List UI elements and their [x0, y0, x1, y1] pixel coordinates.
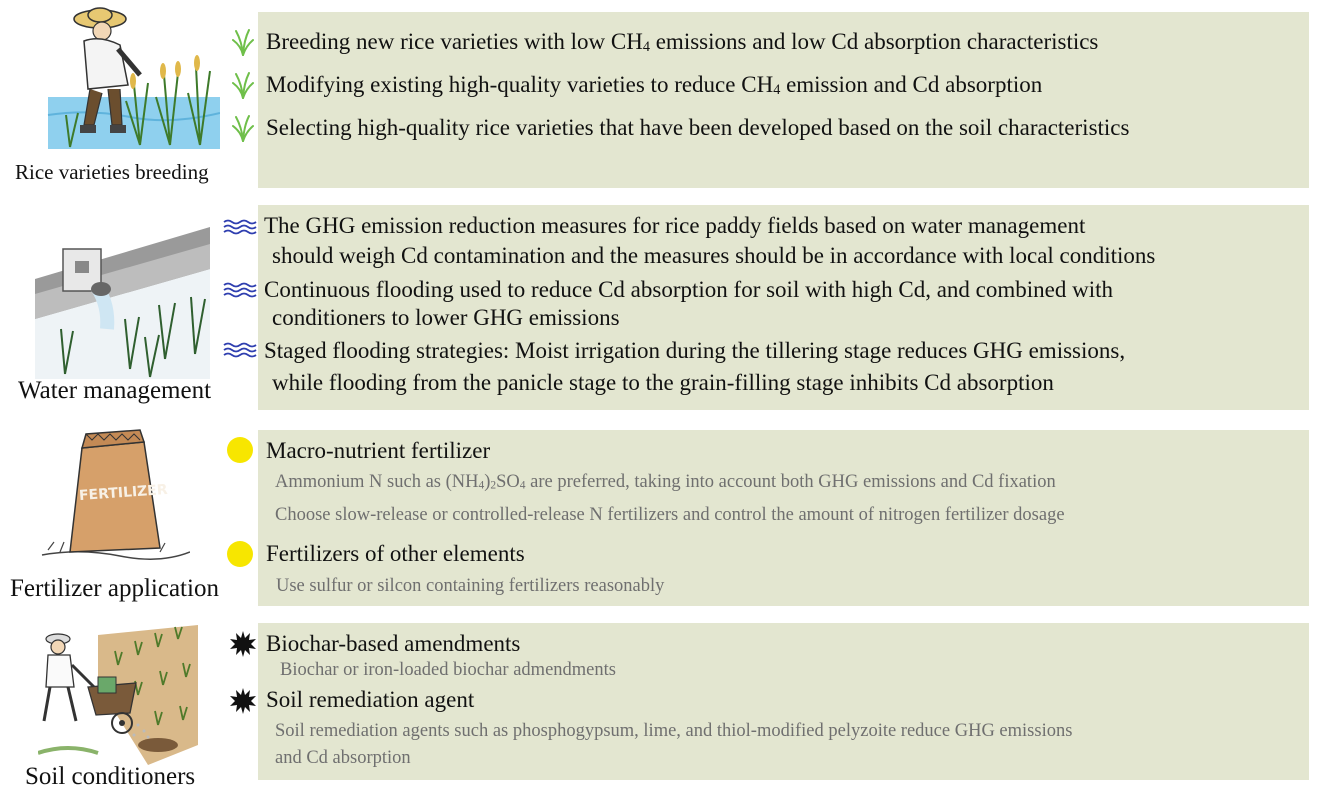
- fertilizer-detail: Choose slow-release or controlled-release N fertilizers and control the amount of nitrogen fertilizer dosage: [275, 505, 1065, 525]
- section-fertilizer-application: [0, 420, 1325, 615]
- rice-breeding-item: Modifying existing high-quality varieties to reduce $CH_4$ emission and Cd absorption: [266, 72, 1043, 99]
- fertilizer-bag-label: FERTILIZER: [78, 481, 169, 505]
- soil-group-title: Soil remediation agent: [266, 687, 475, 712]
- water-management-item-cont: should weigh Cd contamination and the measures should be in accordance with local conditions: [272, 243, 1156, 268]
- soil-group-title: Biochar-based amendments: [266, 631, 521, 656]
- water-management-item: Staged flooding strategies: Moist irrigation during the tillering stage reduces GHG emissions,: [264, 338, 1126, 363]
- rice-sprout-icon: [232, 28, 254, 56]
- fertilizer-detail: Ammonium N such as $(NH_4)_2SO_4$ are preferred, taking into account both GHG emissions and Cd fixation: [275, 472, 1056, 492]
- section-soil-conditioners: [0, 615, 1325, 805]
- water-management-item-cont: while flooding from the panicle stage to the grain-filling stage inhibits Cd absorption: [272, 370, 1054, 395]
- rice-breeding-item: Breeding new rice varieties with low $CH_4$ emissions and low Cd absorption characteristics: [266, 29, 1099, 56]
- farmer-rice-field-illustration: [30, 5, 220, 155]
- black-starburst-icon: [230, 688, 256, 714]
- water-wave-icon: [223, 341, 257, 359]
- yellow-dot-icon: [226, 540, 254, 568]
- section-caption: Water management: [18, 377, 212, 404]
- rice-breeding-item: Selecting high-quality rice varieties that have been developed based on the soil characteristics: [266, 115, 1130, 140]
- soil-detail: Soil remediation agents such as phosphogypsum, lime, and thiol-modified pelyzoite reduce GHG emissions: [275, 721, 1073, 741]
- soil-detail: Biochar or iron-loaded biochar admendments: [280, 660, 616, 680]
- section-caption: Rice varieties breeding: [15, 160, 209, 184]
- fertilizer-detail: Use sulfur or silcon containing fertilizers reasonably: [276, 576, 665, 596]
- section-caption: Soil conditioners: [25, 763, 196, 790]
- wheelbarrow-farmer-illustration: [38, 625, 198, 765]
- water-wave-icon: [223, 281, 257, 299]
- rice-sprout-icon: [232, 71, 254, 99]
- fertilizer-group-title: Macro-nutrient fertilizer: [266, 438, 491, 463]
- section-water-management: [0, 195, 1325, 415]
- water-wave-icon: [223, 218, 257, 236]
- section-rice-breeding: [0, 0, 1325, 195]
- yellow-dot-icon: [226, 436, 254, 464]
- water-management-item-cont: conditioners to lower GHG emissions: [272, 305, 620, 330]
- water-management-item: The GHG emission reduction measures for rice paddy fields based on water management: [264, 213, 1086, 238]
- section-caption: Fertilizer application: [10, 575, 219, 602]
- rice-sprout-icon: [232, 114, 254, 142]
- soil-detail: and Cd absorption: [275, 748, 411, 768]
- irrigation-channel-illustration: [35, 209, 210, 379]
- black-starburst-icon: [230, 631, 256, 657]
- fertilizer-group-title: Fertilizers of other elements: [266, 541, 525, 566]
- water-management-item: Continuous flooding used to reduce Cd absorption for soil with high Cd, and combined with: [264, 277, 1114, 302]
